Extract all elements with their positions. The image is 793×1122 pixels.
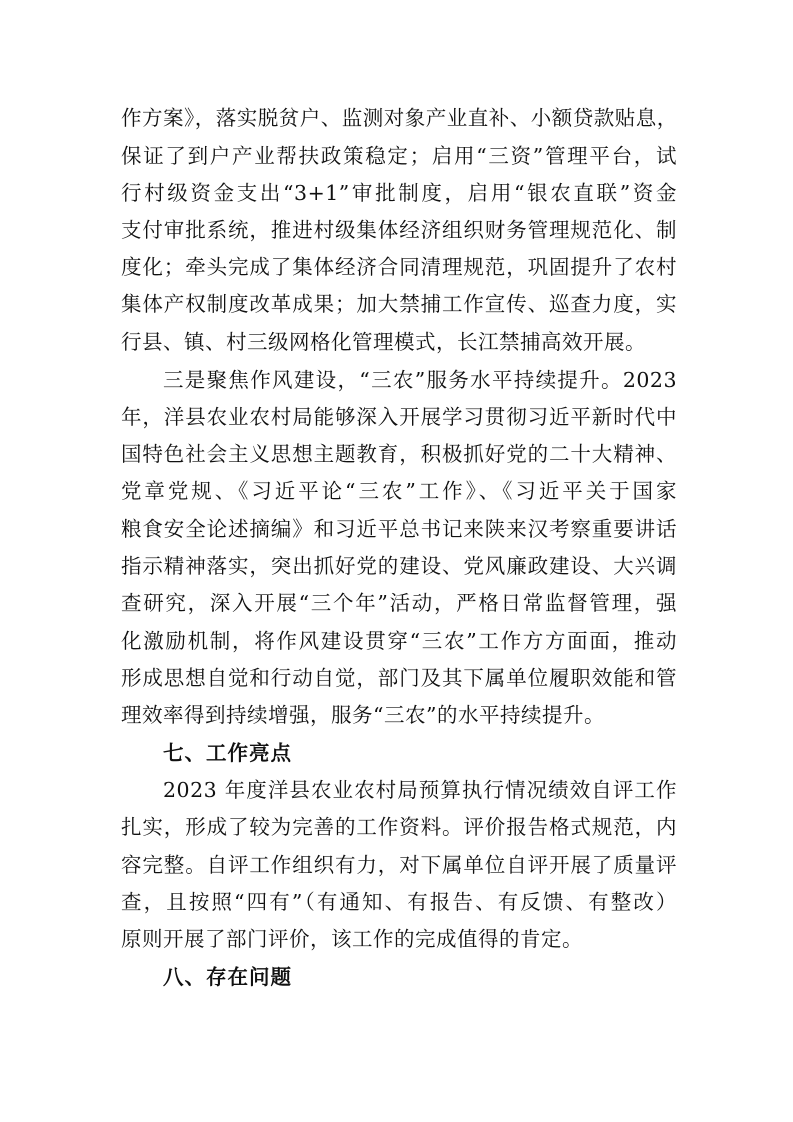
paragraph-line: 指示精神落实，突出抓好党的建设、党风廉政建设、大兴调 xyxy=(121,554,677,578)
paragraph-line: 年，洋县农业农村局能够深入开展学习贯彻习近平新时代中 xyxy=(121,405,677,429)
paragraph-line: 行村级资金支出“3+1”审批制度，启用“银农直联”资金 xyxy=(121,181,677,205)
paragraph-line: 国特色社会主义思想主题教育，积极抓好党的二十大精神、 xyxy=(121,442,677,466)
paragraph-line: 理效率得到持续增强，服务“三农”的水平持续提升。 xyxy=(121,703,605,727)
paragraph-line: 形成思想自觉和行动自觉，部门及其下属单位履职效能和管 xyxy=(121,666,677,690)
paragraph-line: 集体产权制度改革成果；加大禁捕工作宣传、巡查力度，实 xyxy=(121,292,677,316)
paragraph-line: 三是聚焦作风建设，“三农”服务水平持续提升。2023 xyxy=(163,368,677,392)
paragraph-line: 行县、镇、村三级网格化管理模式，长江禁捕高效开展。 xyxy=(121,330,646,354)
paragraph-line: 原则开展了部门评价，该工作的完成值得的肯定。 xyxy=(121,927,583,951)
paragraph-line: 党章党规、《习近平论“三农”工作》、《习近平关于国家 xyxy=(121,479,677,503)
paragraph-line: 化激励机制，将作风建设贯穿“三农”工作方方面面，推动 xyxy=(121,629,677,653)
paragraph-line: 粮食安全论述摘编》和习近平总书记来陕来汉考察重要讲话 xyxy=(121,517,677,541)
paragraph-line: 度化；牵头完成了集体经济合同清理规范，巩固提升了农村 xyxy=(121,255,677,279)
paragraph-line: 扎实，形成了较为完善的工作资料。评价报告格式规范，内 xyxy=(121,815,677,839)
paragraph-line: 保证了到户产业帮扶政策稳定；启用“三资”管理平台，试 xyxy=(121,144,677,168)
section-heading: 七、工作亮点 xyxy=(163,741,292,765)
paragraph-line: 2023 年度洋县农业农村局预算执行情况绩效自评工作 xyxy=(163,778,677,802)
paragraph-line: 作方案》，落实脱贫户、监测对象产业直补、小额贷款贴息， xyxy=(121,106,678,130)
paragraph-line: 查，且按照“四有”（有通知、有报告、有反馈、有整改） xyxy=(121,890,677,914)
paragraph-line: 容完整。自评工作组织有力，对下属单位自评开展了质量评 xyxy=(121,853,677,877)
section-heading: 八、存在问题 xyxy=(163,965,292,989)
paragraph-line: 支付审批系统，推进村级集体经济组织财务管理规范化、制 xyxy=(121,218,677,242)
paragraph-line: 查研究，深入开展“三个年”活动，严格日常监督管理，强 xyxy=(121,591,677,615)
